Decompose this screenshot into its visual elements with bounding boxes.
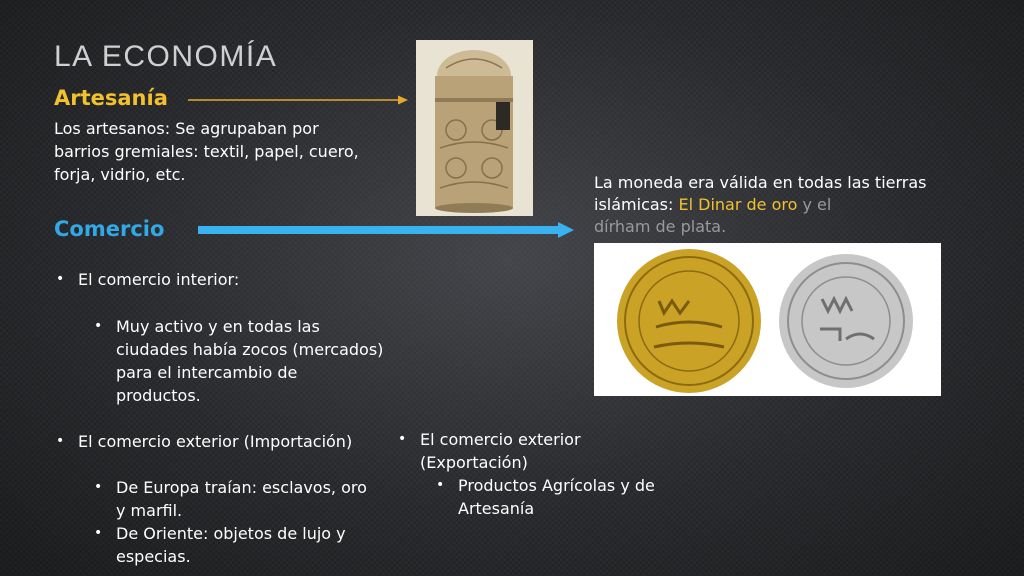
moneda-dinar: El Dinar de oro: [678, 195, 798, 214]
bullet-europa-text: De Europa traían: esclavos, oro y marfil.: [116, 478, 367, 520]
coins-image: [594, 243, 941, 396]
moneda-part1: La moneda era válida en todas las tierras islámicas:: [594, 173, 927, 214]
bullet-interior: [56, 268, 378, 291]
bullet-dot: •: [56, 433, 65, 449]
pyxis-image: [416, 40, 533, 216]
bullet-importacion-sub: [94, 476, 376, 568]
bullet-exterior-exportacion: [398, 428, 670, 474]
bullet-dot: •: [436, 477, 445, 493]
bullet-interior-text: El comercio interior:: [78, 270, 240, 289]
bullet-exportacion-sub: [436, 474, 708, 520]
bullet-dot: •: [94, 318, 103, 334]
moneda-part3: dírham de plata.: [594, 217, 727, 236]
bullet-dot: •: [56, 271, 65, 287]
slide-title: LA ECONOMÍA: [54, 40, 278, 73]
bullet-exterior-importacion: [56, 430, 378, 453]
bullet-exterior-exp-text: El comercio exterior (Exportación): [420, 430, 581, 472]
moneda-part2: y el: [797, 195, 832, 214]
bullet-dot: •: [398, 431, 407, 447]
bullet-oriente-text: De Oriente: objetos de lujo y especias.: [116, 524, 346, 566]
moneda-text: [594, 172, 934, 238]
arrow-yellow: [188, 94, 408, 106]
bullet-interior-sub-text: Muy activo y en todas las ciudades había zocos (mercados) para el intercambio de productos.: [116, 317, 384, 405]
arrow-blue: [198, 221, 574, 239]
artesania-text: Los artesanos: Se agrupaban por barrios gremiales: textil, papel, cuero, forja, vidrio, etc.: [54, 119, 359, 184]
bullet-interior-sub: [94, 315, 386, 407]
bullet-dot: •: [94, 525, 103, 541]
bullet-productos-text: Productos Agrícolas y de Artesanía: [458, 476, 655, 518]
comercio-heading: Comercio: [54, 217, 165, 241]
bullet-dot: •: [94, 479, 103, 495]
bullet-exterior-imp-text: El comercio exterior (Importación): [78, 432, 353, 451]
artesania-heading: Artesanía: [54, 86, 168, 110]
